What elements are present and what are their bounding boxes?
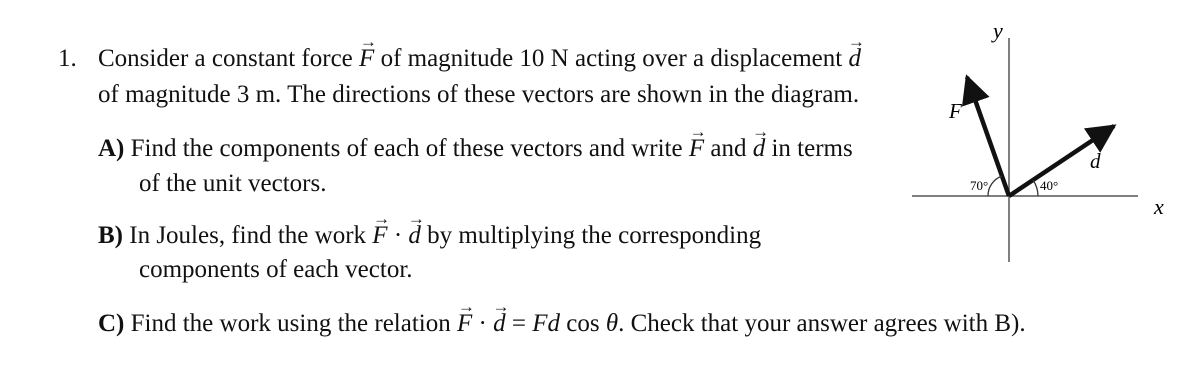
- angle-d-label: 40°: [1040, 178, 1059, 193]
- F-vector-label: F: [949, 99, 962, 123]
- vector-diagram: [900, 0, 1200, 280]
- part-a-line-2: of the unit vectors.: [139, 170, 327, 197]
- vector-F: → F: [372, 221, 387, 251]
- vector-F: → F: [689, 134, 704, 164]
- part-c-label: C): [98, 310, 125, 337]
- intro-line-1: Consider a constant force → F of magnitude 10 N acting over a displacement → d: [98, 44, 861, 74]
- y-axis-label: y: [993, 18, 1003, 43]
- vector-d: → d: [408, 221, 421, 251]
- part-a-label: A): [98, 135, 125, 162]
- vector-d: → d: [753, 134, 766, 164]
- vector-d: → d: [848, 44, 861, 74]
- part-c-line: C) Find the work using the relation → F · → d = Fd cos θ. Check that your answer agrees with B).: [98, 309, 1026, 339]
- d-vector-label: d: [1090, 149, 1101, 173]
- part-b-line-2: components of each vector.: [139, 256, 413, 283]
- problem-number: 1.: [58, 45, 77, 72]
- x-axis-label: x: [1154, 194, 1164, 219]
- angle-F-label: 70°: [970, 178, 989, 193]
- part-b-line-1: B) In Joules, find the work → F · → d by multiplying the corresponding: [98, 221, 761, 251]
- part-b-label: B): [98, 222, 123, 249]
- vector-d: → d: [493, 309, 506, 339]
- vector-F: → F: [457, 309, 472, 339]
- angle-arc-F: [988, 176, 1002, 196]
- vector-F: → F: [359, 44, 374, 74]
- intro-line-2: of magnitude 3 m. The directions of these vectors are shown in the diagram.: [98, 81, 860, 108]
- angle-arc-d: [1033, 180, 1038, 196]
- part-a-line-1: A) Find the components of each of these vectors and write → F and → d in terms: [98, 134, 853, 164]
